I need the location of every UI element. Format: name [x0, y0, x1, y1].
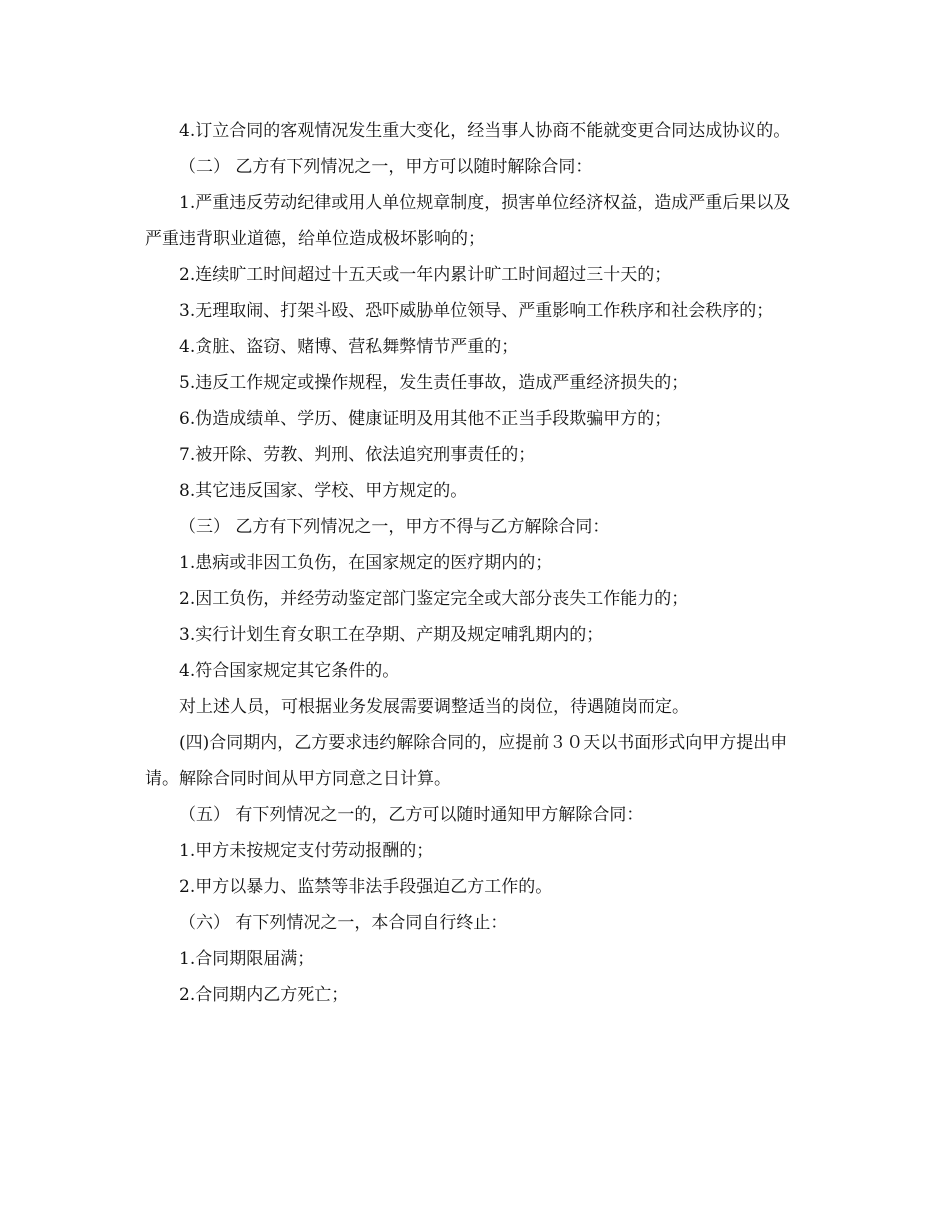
paragraph-adjustment-note: 对上述人员，可根据业务发展需要调整适当的岗位，待遇随岗而定。	[179, 697, 689, 717]
paragraph-clause-4-other-conditions: 4.符合国家规定其它条件的。	[179, 661, 400, 681]
section-heading-4: (四)合同期内，乙方要求违约解除合同的，应提前３０天以书面形式向甲方提出申请。解除合同时间从甲方同意之日计算。	[145, 733, 788, 789]
paragraph-clause-3-maternity: 3.实行计划生育女职工在孕期、产期及规定哺乳期内的；	[179, 625, 604, 645]
section-heading-5: （五） 有下列情况之一的，乙方可以随时通知甲方解除合同：	[179, 805, 644, 825]
paragraph-clause-7-criminal: 7.被开除、劳教、判刑、依法追究刑事责任的；	[179, 445, 536, 465]
paragraph-clause-1-expiry: 1.合同期限届满；	[179, 949, 315, 969]
paragraph-clause-2-forced-labor: 2.甲方以暴力、监禁等非法手段强迫乙方工作的。	[179, 877, 553, 897]
document-body	[145, 113, 805, 1013]
section-heading-6: （六） 有下列情况之一，本合同自行终止：	[179, 913, 508, 933]
paragraph-clause-2-death: 2.合同期内乙方死亡；	[179, 985, 349, 1005]
paragraph-clause-2-work-injury: 2.因工负伤，并经劳动鉴定部门鉴定完全或大部分丧失工作能力的；	[179, 589, 689, 609]
paragraph-clause-6-forgery: 6.伪造成绩单、学历、健康证明及用其他不正当手段欺骗甲方的；	[179, 409, 672, 429]
paragraph-clause-4-objective-change: 4.订立合同的客观情况发生重大变化，经当事人协商不能就变更合同达成协议的。	[179, 121, 791, 141]
paragraph-clause-8-other: 8.其它违反国家、学校、甲方规定的。	[179, 481, 468, 501]
paragraph-clause-3-disorder: 3.无理取闹、打架斗殴、恐吓威胁单位领导、严重影响工作秩序和社会秩序的；	[179, 301, 774, 321]
paragraph-clause-1-serious-violation: 1.严重违反劳动纪律或用人单位规章制度，损害单位经济权益，造成严重后果以及严重违背职业道德，给单位造成极坏影响的；	[145, 193, 791, 249]
paragraph-clause-4-corruption: 4.贪脏、盗窃、赌博、营私舞弊情节严重的；	[179, 337, 519, 357]
paragraph-clause-5-accident: 5.违反工作规定或操作规程，发生责任事故，造成严重经济损失的；	[179, 373, 689, 393]
section-heading-2: （二） 乙方有下列情况之一，甲方可以随时解除合同：	[179, 157, 593, 177]
paragraph-clause-1-unpaid: 1.甲方未按规定支付劳动报酬的；	[179, 841, 434, 861]
section-heading-3: （三） 乙方有下列情况之一，甲方不得与乙方解除合同：	[179, 517, 610, 537]
paragraph-clause-2-absenteeism: 2.连续旷工时间超过十五天或一年内累计旷工时间超过三十天的；	[179, 265, 672, 285]
paragraph-clause-1-illness: 1.患病或非因工负伤，在国家规定的医疗期内的；	[179, 553, 553, 573]
